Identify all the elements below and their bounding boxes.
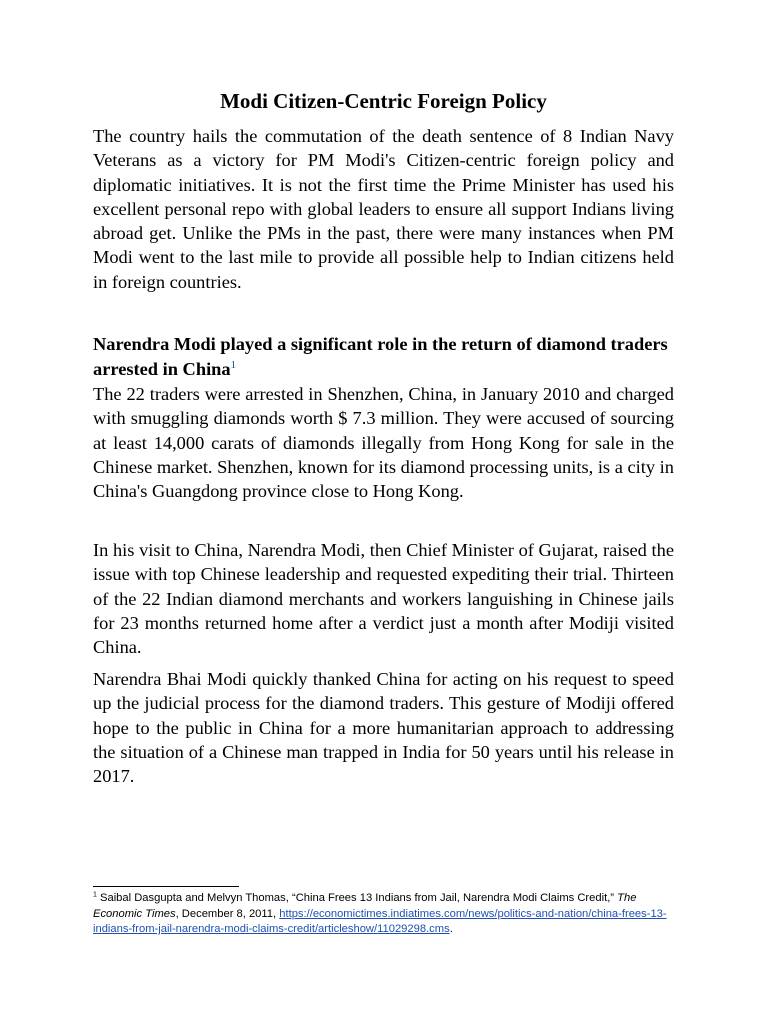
paragraph-thanks: Narendra Bhai Modi quickly thanked China for acting on his request to speed up the judicial process for the diamond traders. This gesture of Modiji offered hope to the public in China for a more humanitarian approach to addressing the situation of a Chinese man trapped in India for 50 years until his release in 2017.: [93, 669, 674, 787]
footnote-reference[interactable]: 1: [230, 358, 237, 371]
document-title: Modi Citizen-Centric Foreign Policy: [220, 89, 547, 113]
footnote-citation: Saibal Dasgupta and Melvyn Thomas, “China Frees 13 Indians from Jail, Narendra Modi Claims Credit,”: [96, 892, 618, 904]
paragraph-china-visit: In his visit to China, Narendra Modi, then Chief Minister of Gujarat, raised the issue with top Chinese leadership and requested expediting their trial. Thirteen of the 22 Indian diamond merchants and workers languishing in Chinese jails for 23 months returned home after a verdict just a month after Modiji visited China.: [93, 540, 674, 658]
section-heading: [93, 332, 674, 381]
footnote-marker: 1: [93, 891, 97, 899]
footnote-date: , December 8, 2011,: [175, 907, 280, 920]
footnote: [93, 891, 674, 938]
footnote-link[interactable]: https://economictimes.indiatimes.com/news/politics-and-nation/china-frees-13-indians-from-jail-narendra-modi-claims-credit/articleshow/11029298.cms: [93, 907, 667, 935]
footnote-publication: The Economic Times: [93, 892, 637, 920]
intro-paragraph: The country hails the commutation of the death sentence of 8 Indian Navy Veterans as a victory for PM Modi's Citizen-centric foreign policy and diplomatic initiatives. It is not the first time the Prime Minister has used his excellent personal repo with global leaders to ensure all support Indians living abroad get. Unlike the PMs in the past, there were many instances when PM Modi went to the last mile to provide all possible help to Indian citizens held in foreign countries.: [93, 126, 674, 292]
paragraph-arrest-details: The 22 traders were arrested in Shenzhen, China, in January 2010 and charged with smuggling diamonds worth $ 7.3 million. They were accused of sourcing at least 14,000 carats of diamonds illegally from Hong Kong for sale in the Chinese market. Shenzhen, known for its diamond processing units, is a city in China's Guangdong province close to Hong Kong.: [93, 384, 674, 502]
footnote-separator: [93, 886, 239, 887]
footnote-trailing: .: [449, 923, 453, 935]
section-heading-text: Narendra Modi played a significant role in the return of diamond traders arrested in China: [93, 334, 668, 379]
